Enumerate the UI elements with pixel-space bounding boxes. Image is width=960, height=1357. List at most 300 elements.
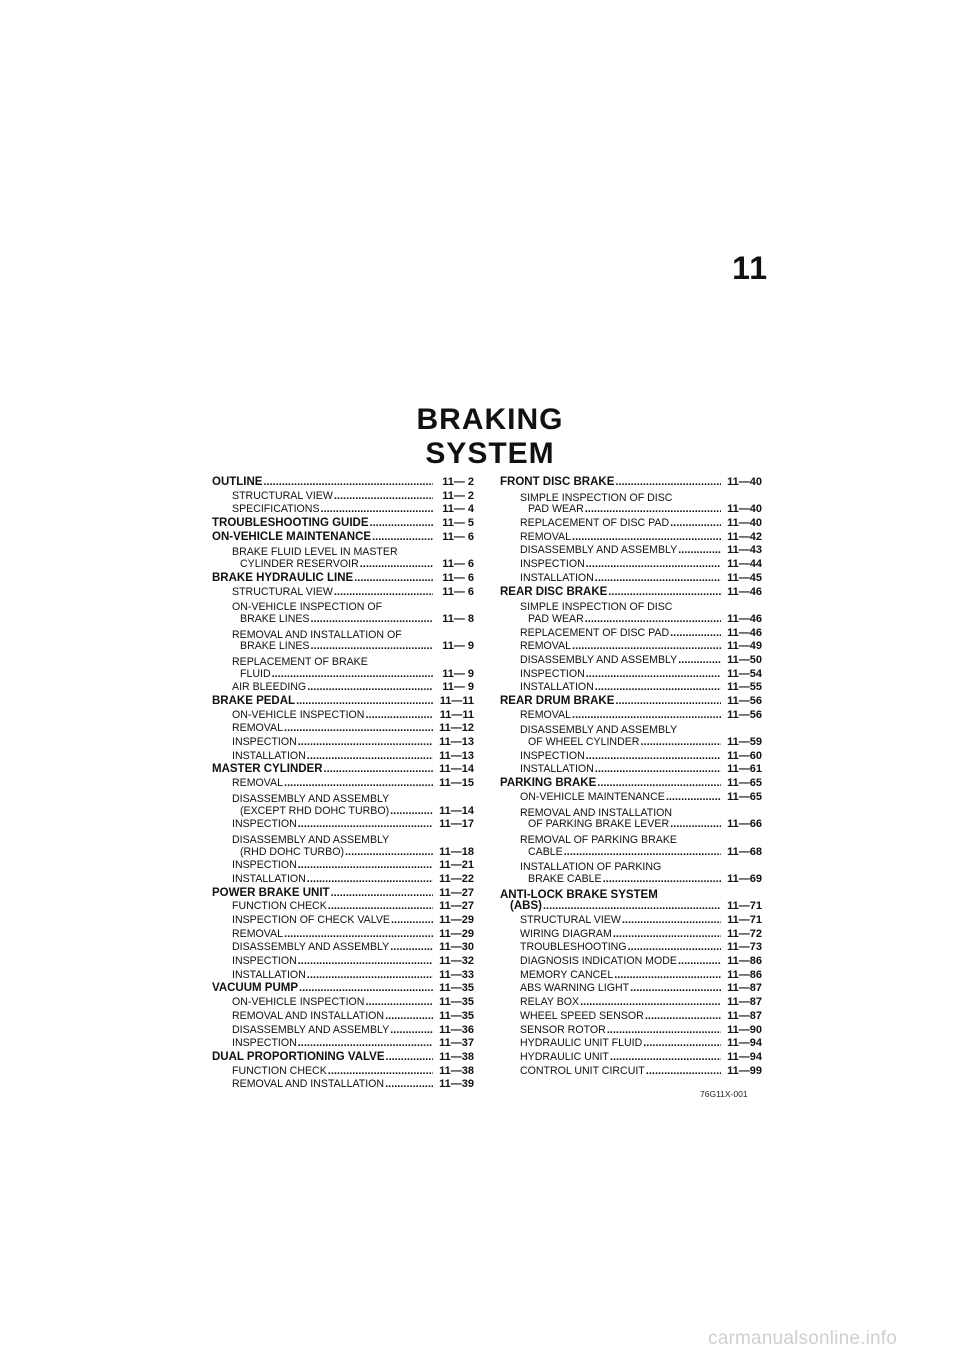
toc-entry[interactable] <box>212 517 474 531</box>
toc-entry[interactable] <box>212 763 474 777</box>
toc-entry[interactable] <box>212 490 474 504</box>
toc-entry-page: 11—71 <box>727 900 762 913</box>
toc-entry-title: SIMPLE INSPECTION OF DISC <box>520 491 673 504</box>
dot-leader <box>572 640 721 654</box>
dot-leader <box>284 928 433 942</box>
toc-entry[interactable] <box>500 681 762 695</box>
toc-entry-page: 11—11 <box>439 708 474 721</box>
dot-leader <box>646 1065 721 1079</box>
dot-leader <box>354 572 433 586</box>
dot-leader <box>613 928 721 942</box>
toc-entry[interactable] <box>500 969 762 983</box>
toc-entry[interactable] <box>500 709 762 723</box>
toc-entry-page: 11—22 <box>439 872 474 885</box>
dot-leader <box>307 873 433 887</box>
toc-entry[interactable] <box>212 531 474 545</box>
toc-entry-title: ON-VEHICLE INSPECTION <box>232 996 365 1009</box>
toc-entry-title: BRAKE LINES <box>240 612 310 625</box>
toc-entry-title: TROUBLESHOOTING GUIDE <box>212 517 369 530</box>
toc-entry-title: ON-VEHICLE INSPECTION <box>232 708 365 721</box>
toc-entry-title: REMOVAL AND INSTALLATION OF <box>232 628 402 641</box>
toc-entry[interactable] <box>500 818 762 832</box>
toc-entry-page: 11—12 <box>439 722 474 735</box>
toc-entry[interactable] <box>212 640 474 654</box>
toc-entry-title: INSPECTION <box>232 955 297 968</box>
toc-entry[interactable] <box>212 613 474 627</box>
toc-entry-page: 11—21 <box>439 859 474 872</box>
toc-entry[interactable] <box>500 476 762 490</box>
dot-leader <box>345 846 433 860</box>
toc-entry-page: 11—68 <box>727 845 762 858</box>
toc-entry-title: INSPECTION <box>232 859 297 872</box>
toc-entry[interactable] <box>212 955 474 969</box>
toc-entry-title: DISASSEMBLY AND ASSEMBLY <box>232 833 390 846</box>
dot-leader <box>615 476 721 490</box>
toc-entry-page: 11—72 <box>727 927 762 940</box>
toc-entry-page: 11—38 <box>439 1064 474 1077</box>
dot-leader <box>360 558 433 572</box>
toc-entry-title: INSTALLATION <box>520 681 594 694</box>
dot-leader <box>670 818 721 832</box>
toc-entry[interactable] <box>212 1078 474 1092</box>
toc-entry-title: INSPECTION <box>520 749 585 762</box>
toc-entry-title: ON-VEHICLE MAINTENANCE <box>520 790 665 803</box>
toc-entry[interactable] <box>500 859 762 873</box>
toc-entry-page: 11— 4 <box>442 503 474 516</box>
toc-entry-page: 11— 6 <box>442 585 474 598</box>
toc-entry-page: 11—17 <box>439 818 474 831</box>
toc-entry-title: REMOVAL <box>232 777 284 790</box>
toc-entry[interactable] <box>500 777 762 791</box>
toc-entry-title: REMOVAL <box>520 530 572 543</box>
toc-entry-title: FUNCTION CHECK <box>232 900 327 913</box>
toc-entry-title: INSPECTION <box>520 558 585 571</box>
toc-entry[interactable] <box>500 599 762 613</box>
toc-right-column <box>500 476 762 1078</box>
toc-entry-page: 11— 9 <box>442 667 474 680</box>
toc-entry-page: 11—35 <box>439 1009 474 1022</box>
toc-entry-page: 11—38 <box>439 1050 474 1063</box>
toc-entry-title: PAD WEAR <box>528 612 584 625</box>
toc-entry-title: INSTALLATION <box>232 872 306 885</box>
toc-entry[interactable] <box>500 791 762 805</box>
dot-leader <box>284 777 433 791</box>
toc-entry[interactable] <box>500 654 762 668</box>
dot-leader <box>263 476 433 490</box>
dot-leader <box>678 654 721 668</box>
toc-entry[interactable] <box>500 627 762 641</box>
toc-entry-title: HYDRAULIC UNIT <box>520 1050 609 1063</box>
toc-entry[interactable] <box>212 832 474 846</box>
toc-entry-page: 11— 2 <box>442 489 474 502</box>
toc-entry[interactable] <box>212 887 474 901</box>
dot-leader <box>372 531 433 545</box>
dot-leader <box>307 750 433 764</box>
dot-leader <box>614 969 721 983</box>
toc-entry[interactable] <box>212 791 474 805</box>
toc-entry-title: PARKING BRAKE <box>500 777 597 790</box>
toc-entry-page: 11— 6 <box>442 530 474 543</box>
dot-leader <box>572 531 721 545</box>
toc-entry-page: 11—60 <box>727 749 762 762</box>
toc-entry-page: 11—33 <box>439 968 474 981</box>
toc-entry[interactable] <box>212 982 474 996</box>
toc-entry[interactable] <box>212 503 474 517</box>
toc-left-column <box>212 476 474 1092</box>
toc-entry[interactable] <box>212 627 474 641</box>
toc-entry[interactable] <box>212 928 474 942</box>
toc-entry-page: 11—86 <box>727 968 762 981</box>
toc-entry-page: 11—61 <box>727 763 762 776</box>
toc-entry[interactable] <box>212 695 474 709</box>
toc-entry[interactable] <box>212 599 474 613</box>
dot-leader <box>321 503 433 517</box>
toc-entry[interactable] <box>500 941 762 955</box>
toc-entry-page: 11—37 <box>439 1037 474 1050</box>
dot-leader <box>390 805 433 819</box>
dot-leader <box>390 1024 433 1038</box>
dot-leader <box>645 1010 721 1024</box>
toc-entry-page: 11—46 <box>727 585 762 598</box>
toc-entry-page: 11— 6 <box>442 558 474 571</box>
dot-leader <box>678 544 721 558</box>
dot-leader <box>370 517 433 531</box>
toc-entry-page: 11—40 <box>727 476 762 488</box>
toc-entry-title: DISASSEMBLY AND ASSEMBLY <box>232 792 390 805</box>
dot-leader <box>307 681 433 695</box>
toc-entry-title: VACUUM PUMP <box>212 982 299 995</box>
toc-entry-page: 11—35 <box>439 982 474 995</box>
toc-entry-title: REPLACEMENT OF DISC PAD <box>520 626 670 639</box>
toc-entry-title: OF PARKING BRAKE LEVER <box>528 818 670 831</box>
toc-entry-page: 11— 9 <box>442 681 474 694</box>
toc-entry-title: MEMORY CANCEL <box>520 968 614 981</box>
toc-entry-page: 11—55 <box>727 681 762 694</box>
toc-entry[interactable] <box>212 996 474 1010</box>
toc-entry-page: 11—69 <box>727 872 762 885</box>
page-title: BRAKING SYSTEM <box>416 403 564 470</box>
dot-leader <box>585 613 721 627</box>
toc-entry[interactable] <box>212 900 474 914</box>
toc-entry-title: REPLACEMENT OF BRAKE <box>232 655 368 668</box>
toc-entry[interactable] <box>212 941 474 955</box>
toc-entry[interactable] <box>500 763 762 777</box>
toc-entry-page: 11—40 <box>727 503 762 516</box>
toc-entry-title: INSPECTION <box>232 818 297 831</box>
dot-leader <box>607 1024 721 1038</box>
toc-entry-page: 11—44 <box>727 558 762 571</box>
toc-entry[interactable] <box>500 503 762 517</box>
toc-entry-page: 11—71 <box>727 914 762 926</box>
dot-leader <box>580 996 721 1010</box>
toc-entry-page: 11— 2 <box>442 476 474 488</box>
toc-entry[interactable] <box>212 709 474 723</box>
toc-entry-page: 11—40 <box>727 517 762 530</box>
toc-entry-title: INSPECTION <box>232 736 297 749</box>
toc-entry-title: OF WHEEL CYLINDER <box>528 736 640 749</box>
dot-leader <box>385 1078 433 1092</box>
toc-entry-page: 11—29 <box>439 927 474 940</box>
toc-entry[interactable] <box>500 914 762 928</box>
toc-entry-page: 11—54 <box>727 667 762 680</box>
toc-entry-title: INSPECTION <box>520 667 585 680</box>
toc-entry-title: AIR BLEEDING <box>232 681 307 694</box>
dot-leader <box>334 490 433 504</box>
toc-entry-page: 11—27 <box>439 886 474 899</box>
toc-entry-title: SPECIFICATIONS <box>232 503 320 516</box>
toc-entry-title: INSPECTION <box>232 1037 297 1050</box>
toc-entry[interactable] <box>500 900 762 914</box>
toc-entry[interactable] <box>212 722 474 736</box>
toc-entry-title: BRAKE FLUID LEVEL IN MASTER <box>232 546 398 559</box>
toc-entry-title: REMOVAL <box>232 722 284 735</box>
toc-entry-title: REAR DISC BRAKE <box>500 585 608 598</box>
dot-leader <box>595 681 721 695</box>
toc-entry[interactable] <box>500 695 762 709</box>
toc-entry-title: DUAL PROPORTIONING VALVE <box>212 1050 385 1063</box>
toc-entry-title: FLUID <box>240 667 271 680</box>
toc-entry-title: MASTER CYLINDER <box>212 763 323 776</box>
dot-leader <box>585 503 721 517</box>
toc-entry[interactable] <box>212 1051 474 1065</box>
toc-entry[interactable] <box>500 1037 762 1051</box>
dot-leader <box>298 859 433 873</box>
toc-entry-title: DISASSEMBLY AND ASSEMBLY <box>520 544 678 557</box>
toc-entry-page: 11—90 <box>727 1023 762 1036</box>
dot-leader <box>628 941 721 955</box>
toc-entry[interactable] <box>500 613 762 627</box>
toc-entry-page: 11—15 <box>439 777 474 790</box>
toc-entry[interactable] <box>212 668 474 682</box>
toc-entry[interactable] <box>212 558 474 572</box>
toc-entry-title: TROUBLESHOOTING <box>520 941 627 954</box>
chapter-number: 11 <box>732 250 768 286</box>
toc-entry-page: 11—87 <box>727 982 762 995</box>
site-watermark: carmanualsonline.info <box>708 1328 898 1349</box>
toc-entry[interactable] <box>500 955 762 969</box>
toc-entry-title: ANTI-LOCK BRAKE SYSTEM <box>500 888 658 901</box>
dot-leader <box>385 1010 433 1024</box>
toc-entry[interactable] <box>500 846 762 860</box>
toc-entry-title: DISASSEMBLY AND ASSEMBLY <box>520 724 678 737</box>
toc-entry[interactable] <box>212 818 474 832</box>
dot-leader <box>615 695 721 709</box>
toc-entry-title: CABLE <box>528 845 563 858</box>
toc-entry[interactable] <box>212 914 474 928</box>
toc-entry[interactable] <box>500 572 762 586</box>
toc-entry[interactable] <box>212 572 474 586</box>
dot-leader <box>334 586 433 600</box>
toc-entry[interactable] <box>500 873 762 887</box>
toc-entry-title: REMOVAL <box>520 640 572 653</box>
toc-entry[interactable] <box>212 1024 474 1038</box>
toc-entry[interactable] <box>500 736 762 750</box>
toc-entry-page: 11—94 <box>727 1037 762 1050</box>
toc-entry[interactable] <box>500 544 762 558</box>
toc-entry-title: INSTALLATION <box>232 968 306 981</box>
toc-entry-title: SIMPLE INSPECTION OF DISC <box>520 601 673 613</box>
dot-leader <box>391 914 433 928</box>
toc-entry-title: CYLINDER RESERVOIR <box>240 558 359 571</box>
toc-entry[interactable] <box>500 832 762 846</box>
dot-leader <box>331 887 433 901</box>
toc-entry-title: STRUCTURAL VIEW <box>232 489 333 502</box>
dot-leader <box>296 695 433 709</box>
toc-entry-page: 11— 6 <box>442 571 474 584</box>
toc-entry-page: 11—87 <box>727 996 762 1009</box>
toc-entry-title: RELAY BOX <box>520 996 580 1009</box>
toc-entry[interactable] <box>500 490 762 504</box>
toc-entry-page: 11— 8 <box>442 612 474 625</box>
dot-leader <box>324 763 433 777</box>
toc-entry-page: 11—56 <box>727 695 762 707</box>
toc-entry[interactable] <box>500 750 762 764</box>
toc-entry-page: 11—59 <box>727 736 762 749</box>
dot-leader <box>328 900 433 914</box>
toc-entry[interactable] <box>212 681 474 695</box>
toc-entry[interactable] <box>500 558 762 572</box>
toc-entry-page: 11—32 <box>439 955 474 968</box>
toc-entry-page: 11—29 <box>439 914 474 926</box>
toc-entry[interactable] <box>212 777 474 791</box>
dot-leader <box>298 818 433 832</box>
toc-entry[interactable] <box>500 982 762 996</box>
dot-leader <box>640 736 721 750</box>
toc-entry-title: REMOVAL <box>520 708 572 721</box>
toc-entry-page: 11—56 <box>727 708 762 721</box>
toc-entry[interactable] <box>212 1037 474 1051</box>
toc-entry[interactable] <box>212 586 474 600</box>
toc-entry-title: INSTALLATION OF PARKING <box>520 861 662 873</box>
toc-entry-page: 11—87 <box>727 1009 762 1022</box>
toc-entry-page: 11—43 <box>727 544 762 557</box>
toc-entry-title: STRUCTURAL VIEW <box>520 914 621 926</box>
toc-entry-title: OUTLINE <box>212 476 263 488</box>
toc-entry-page: 11—11 <box>439 695 474 707</box>
toc-entry[interactable] <box>500 1065 762 1079</box>
toc-entry[interactable] <box>500 928 762 942</box>
toc-entry-page: 11— 5 <box>442 517 474 530</box>
toc-entry[interactable] <box>500 517 762 531</box>
dot-leader <box>298 1037 433 1051</box>
toc-entry[interactable] <box>212 873 474 887</box>
toc-entry-page: 11—94 <box>727 1050 762 1063</box>
toc-entry[interactable] <box>500 1024 762 1038</box>
dot-leader <box>390 941 433 955</box>
toc-entry-page: 11—65 <box>727 777 762 790</box>
toc-entry-title: BRAKE LINES <box>240 640 310 653</box>
toc-entry[interactable] <box>500 668 762 682</box>
toc-entry-title: DISASSEMBLY AND ASSEMBLY <box>520 653 678 666</box>
toc-entry[interactable] <box>212 805 474 819</box>
toc-entry-title: REMOVAL AND INSTALLATION <box>520 806 673 819</box>
dot-leader <box>678 955 721 969</box>
dot-leader <box>610 1051 721 1065</box>
toc-entry[interactable] <box>500 722 762 736</box>
toc-entry-title: BRAKE CABLE <box>528 872 602 885</box>
toc-entry[interactable] <box>212 846 474 860</box>
figure-reference-code: 76G11X-001 <box>700 1089 748 1099</box>
dot-leader <box>670 517 721 531</box>
dot-leader <box>622 914 721 928</box>
dot-leader <box>595 572 721 586</box>
toc-entry[interactable] <box>212 476 474 490</box>
toc-entry-page: 11—49 <box>727 640 762 653</box>
toc-entry-title: CONTROL UNIT CIRCUIT <box>520 1064 645 1077</box>
dot-leader <box>564 846 721 860</box>
toc-entry-page: 11—13 <box>439 736 474 749</box>
toc-entry-page: 11— 9 <box>442 640 474 653</box>
dot-leader <box>597 777 721 791</box>
toc-entry[interactable] <box>212 750 474 764</box>
toc-entry-title: DISASSEMBLY AND ASSEMBLY <box>232 1023 390 1036</box>
dot-leader <box>310 613 433 627</box>
toc-entry-title: DIAGNOSIS INDICATION MODE <box>520 955 677 968</box>
toc-entry-page: 11—99 <box>727 1064 762 1077</box>
toc-entry-page: 11—86 <box>727 955 762 968</box>
toc-entry[interactable] <box>212 969 474 983</box>
dot-leader <box>666 791 721 805</box>
toc-entry[interactable] <box>212 1065 474 1079</box>
toc-entry[interactable] <box>500 640 762 654</box>
toc-entry-page: 11—14 <box>439 763 474 776</box>
toc-entry-title: DISASSEMBLY AND ASSEMBLY <box>232 941 390 954</box>
toc-entry-title: STRUCTURAL VIEW <box>232 585 333 598</box>
toc-entry[interactable] <box>212 654 474 668</box>
toc-entry-title: REMOVAL <box>232 927 284 940</box>
dot-leader <box>603 873 721 887</box>
dot-leader <box>272 668 433 682</box>
dot-leader <box>284 722 433 736</box>
toc-entry[interactable] <box>500 805 762 819</box>
toc-entry[interactable] <box>212 859 474 873</box>
dot-leader <box>572 709 721 723</box>
toc-entry-title: WHEEL SPEED SENSOR <box>520 1009 644 1022</box>
toc-entry-page: 11—65 <box>727 790 762 803</box>
toc-entry-title: BRAKE HYDRAULIC LINE <box>212 571 354 584</box>
toc-entry-title: REPLACEMENT OF DISC PAD <box>520 517 670 530</box>
toc-entry[interactable] <box>500 586 762 600</box>
dot-leader <box>365 709 433 723</box>
toc-entry-title: (RHD DOHC TURBO) <box>240 845 344 858</box>
toc-entry[interactable] <box>212 1010 474 1024</box>
toc-entry[interactable] <box>212 736 474 750</box>
toc-entry-title: ON-VEHICLE INSPECTION OF <box>232 601 383 613</box>
toc-entry[interactable] <box>500 887 762 901</box>
dot-leader <box>365 996 433 1010</box>
toc-entry[interactable] <box>500 531 762 545</box>
dot-leader <box>586 750 721 764</box>
toc-entry-page: 11—45 <box>727 571 762 584</box>
toc-entry-title: SENSOR ROTOR <box>520 1023 606 1036</box>
toc-entry-page: 11—36 <box>439 1023 474 1036</box>
toc-entry-title: INSTALLATION <box>232 749 306 762</box>
toc-entry-page: 11—18 <box>439 845 474 858</box>
toc-entry-title: REAR DRUM BRAKE <box>500 695 615 707</box>
toc-entry[interactable] <box>212 544 474 558</box>
toc-entry-title: (EXCEPT RHD DOHC TURBO) <box>240 804 390 817</box>
toc-entry-title: FUNCTION CHECK <box>232 1064 327 1077</box>
toc-entry-page: 11—13 <box>439 749 474 762</box>
toc-entry[interactable] <box>500 996 762 1010</box>
toc-entry-title: REMOVAL AND INSTALLATION <box>232 1009 385 1022</box>
dot-leader <box>386 1051 433 1065</box>
dot-leader <box>543 900 721 914</box>
dot-leader <box>586 558 721 572</box>
toc-entry[interactable] <box>500 1010 762 1024</box>
toc-entry[interactable] <box>500 1051 762 1065</box>
dot-leader <box>328 1065 433 1079</box>
